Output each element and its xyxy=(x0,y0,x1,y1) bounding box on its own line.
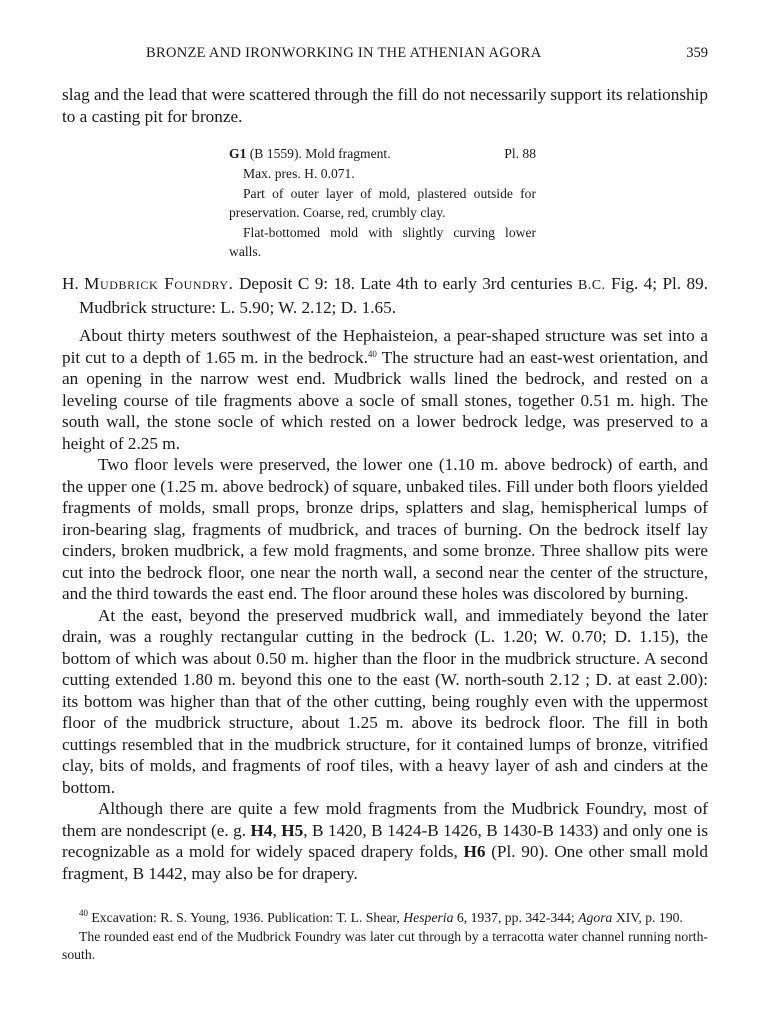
footnote-continuation: The rounded east end of the Mudbrick Foundry was later cut through by a terracotta water channel running north-south. xyxy=(62,928,708,962)
catalog-dimensions: Max. pres. H. 0.071. xyxy=(243,166,355,181)
catalog-description: Flat-bottomed mold with slightly curving lower walls. xyxy=(229,224,536,259)
paragraph xyxy=(62,798,708,884)
catalog-plate: Pl. 88 xyxy=(504,146,536,161)
footnotes xyxy=(62,909,708,965)
deposit-details: Fig. 4; Pl. 89. Mudbrick structure: L. 5.90; W. 2.12; D. 1.65. xyxy=(79,274,708,317)
main-text xyxy=(62,325,708,884)
footnote-text: 6, 1937, pp. 342-344; xyxy=(453,910,579,925)
paragraph: Two floor levels were preserved, the lower one (1.10 m. above bedrock) of earth, and the upper one (1.25 m. above bedrock) of square, unbaked tiles. Fill under both floors yielded fragments of molds, small props, bronze drips, splatters and slag, hemispherical lumps of iron-bearing slag, fragments of mudbrick, and traces of burning. On the bedrock itself lay cinders, broken mudbrick, a few mold fragments, and some bronze. Three shallow pits were cut into the bedrock floor, one near the north wall, a second near the center of the structure, and the third towards the east end. The floor around these holes was discolored by burning. xyxy=(62,455,708,603)
deposit-letter: H. xyxy=(62,274,79,293)
paragraph-text: , B 1420, B 1424-B 1426, B 1430-B 1433) and only one is recognizable as a mold for widely spaced drapery folds, xyxy=(62,820,709,861)
series-title: Agora xyxy=(578,910,613,925)
running-title: BRONZE AND IRONWORKING IN THE ATHENIAN AGORA xyxy=(146,45,542,61)
footnote-text: Excavation: R. S. Young, 1936. Publication: T. L. Shear, xyxy=(88,910,404,925)
catalog-id: G1 xyxy=(229,146,247,161)
running-head xyxy=(62,45,708,65)
catalog-inventory: (B 1559). Mold fragment. xyxy=(249,146,391,161)
catalog-entry-g1 xyxy=(229,144,536,262)
footnote-number: 40 xyxy=(79,908,88,918)
catalog-reference: H4 xyxy=(250,820,273,840)
paragraph-text: , xyxy=(272,820,282,840)
deposit-name: Mudbrick Foundry. xyxy=(84,274,234,293)
paragraph: At the east, beyond the preserved mudbrick wall, and immediately beyond the later drain, was a roughly rectangular cutting in the bedrock (L. 1.20; W. 0.70; D. 1.15), the bottom of which was about 0.50 m. higher than the floor in the mudbrick structure. A second cutting extended 1.80 m. beyond this one to the east (W. north-south 2.12 ; D. at east 2.00): its bottom was higher than that of the other cutting, being roughly even with the uppermost floor of the mudbrick structure, about 1.25 m. above its bedrock floor. The fill in both cuttings resembled that in the mudbrick structure, for it contained lumps of bronze, vitrified clay, bits of molds, and fragments of roof tiles, with a heavy layer of ash and cinders at the bottom. xyxy=(62,605,708,797)
catalog-reference: H5 xyxy=(281,820,304,840)
footnote-marker: 40 xyxy=(367,348,377,359)
footnote-text: XIV, p. 190. xyxy=(612,910,683,925)
deposit-info: Deposit C 9: 18. Late 4th to early 3rd centuries xyxy=(238,274,573,293)
paragraph-text: Although there are quite a few mold fragments from the Mudbrick Foundry, most of them are nondescript (e. g. xyxy=(62,799,708,840)
deposit-era: B.C. xyxy=(577,278,606,293)
catalog-reference: H6 xyxy=(463,842,486,861)
deposit-heading xyxy=(62,273,708,319)
journal-title: Hesperia xyxy=(403,910,454,925)
catalog-entry-header xyxy=(229,144,536,164)
paragraph-text: About thirty meters southwest of the Hephaisteion, a pear-shaped structure was set into a pit cut to a depth of 1.65 m. in the bedrock. xyxy=(62,326,708,367)
footnote-40 xyxy=(62,909,708,928)
paragraph xyxy=(62,325,708,454)
continuation-paragraph: slag and the lead that were scattered through the fill do not necessarily support its relationship to a casting pit for bronze. xyxy=(62,85,708,126)
paragraph-text: (Pl. 90). One other small mold fragment, B 1442, may also be for drapery. xyxy=(62,842,708,883)
deposit-heading-text xyxy=(62,273,708,319)
paragraph-text: The structure had an east-west orientation, and an opening in the narrow west end. Mudbrick walls lined the bedrock, and rested on a leveling course of tile fragments above a socle of small stones, together 0.51 m. high. The south wall, the stone socle of which rested on a lower bedrock ledge, was preserved to a height of 2.25 m. xyxy=(62,347,708,453)
page-number: 359 xyxy=(686,45,708,61)
catalog-description: Part of outer layer of mold, plastered outside for preservation. Coarse, red, crumbly clay. xyxy=(229,185,536,220)
